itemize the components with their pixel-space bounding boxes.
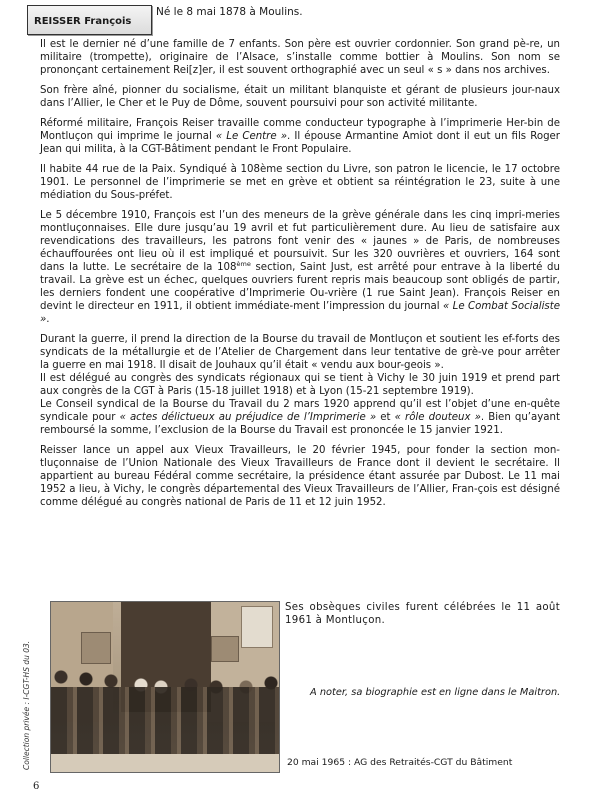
name-header-box <box>27 5 152 35</box>
paragraph-strike-1910: Le 5 décembre 1910, François est l’un des meneurs de la grève générale dans les cinq impri-meries montluçonnaises. Elle dure jusqu’au 19 avril et fut particulièrement dure. Au lieu de satisfaire aux revendications des travailleurs, les patrons font venir des « jaunes » de Paris, de nombreuses échauffourées ont lieu où il est impliqué et poursuivit. Sur les 320 ouvrières et ouvriers, 164 sont dans la lutte. Le secrétaire de la 108ème section, Saint Just, est arrêté pour entrave à la liberté du travail. La grève est un échec, quelques ouvriers furent repris mais beaucoup sont obligés de partir, les derniers fondent une coopérative d’Imprimerie Ou-vrière (1 rue Saint Jean). François Reiser en devint le directeur en 1911, il obtient immédiate-ment l’impression du journal « Le Combat Socialiste ». <box>40 210 560 325</box>
paragraph-family: Il est le dernier né d’une famille de 7 enfants. Son père est ouvrier cordonnier. Son grand pè-re, un militaire (trompette), originaire de l’Alsace, s’installe comme bottier à Moulins. Son nom se prononçant certainement Rei[z]er, il est souvent orthographié avec un seul « s » dans nos archives. <box>40 39 560 76</box>
group-photo <box>50 601 280 773</box>
photo-crowd-bodies <box>51 687 280 757</box>
newspaper-title: « Le Combat Socialiste » <box>40 301 560 325</box>
photo-ground <box>51 754 280 772</box>
photo-window <box>241 606 273 648</box>
paragraph-war: Durant la guerre, il prend la direction de la Bourse du travail de Montluçon et soutient les ef-forts des syndicats de la métallurgie et de l’Atelier de Chargement dans leur tentative de grè-ve pour arrêter la guerre en mai 1918. Il disait de Jouhaux qu’il était « vendu aux bour-geois ». <box>40 334 560 371</box>
paragraph-career: Réformé militaire, François Reiser travaille comme conducteur typographe à l’imprimerie Her-bin de Montluçon qui imprime le journal « Le Centre ». Il épouse Armantine Amiot dont il eut un fils Roger Jean qui milita, à la CGT-Bâtiment pendant le Front Populaire. <box>40 118 560 155</box>
person-name: REISSER François <box>34 16 132 27</box>
newspaper-title: « Le Centre » <box>215 131 288 142</box>
photo-credit: Collection privée : I-CGT-HS du 03. <box>22 640 31 770</box>
paragraph-vieux-travailleurs: Reisser lance un appel aux Vieux Travailleurs, le 20 février 1945, pour fonder la section mon-tluçonnaise de l’Union Nationale des Vieux Travailleurs de France dont il devient le secrétaire. Il appartient au bureau Fédéral comme secrétaire, la présidence étant assurée par Dubost. Le 11 mai 1952 a lieu, à Vichy, le congrès départemental des Vieux Travailleurs de l’Allier, Fran-çois est désigné comme délégué au congrès national de Paris de 11 et 12 juin 1952. <box>40 445 560 508</box>
paragraph-exclusion: Le Conseil syndical de la Bourse du Travail du 2 mars 1920 apprend qu’il est l’objet d’une en-quête syndicale pour « actes délictueux au préjudice de l’Imprimerie » et « rôle douteux ». Bien qu’ayant remboursé la somme, l’exclusion de la Bourse du Travail est prononcée le 15 janvier 1921. <box>40 399 560 436</box>
birth-info: Né le 8 mai 1878 à Moulins. <box>156 6 303 18</box>
maitron-note: A noter, sa biographie est en ligne dans le Maitron. <box>310 687 561 698</box>
paragraph-congress: Il est délégué au congrès des syndicats régionaux qui se tient à Vichy le 30 juin 1919 et prend part aux congrès de la CGT à Paris (15-18 juillet 1918) et à Lyon (15-21 septembre 1919). <box>40 373 560 397</box>
paragraph-brother: Son frère aîné, pionner du socialisme, était un militant blanquiste et gérant de plusieurs jour-naux dans l’Allier, le Cher et le Puy de Dôme, souvent poursuivi pour son activité militante. <box>40 85 560 109</box>
paragraph-address: Il habite 44 rue de la Paix. Syndiqué à 108ème section du Livre, son patron le licencie, le 17 octobre 1901. Le personnel de l’imprimerie se met en grève et obtient sa réintégration le 23, suite à une médiation du Sous-préfet. <box>40 164 560 201</box>
photo-caption: 20 mai 1965 : AG des Retraités-CGT du Bâtiment <box>287 757 513 768</box>
page-number: 6 <box>33 781 40 792</box>
biography-body <box>40 38 560 516</box>
paragraph-funeral: Ses obsèques civiles furent célébrées le 11 août 1961 à Montluçon. <box>285 602 560 626</box>
